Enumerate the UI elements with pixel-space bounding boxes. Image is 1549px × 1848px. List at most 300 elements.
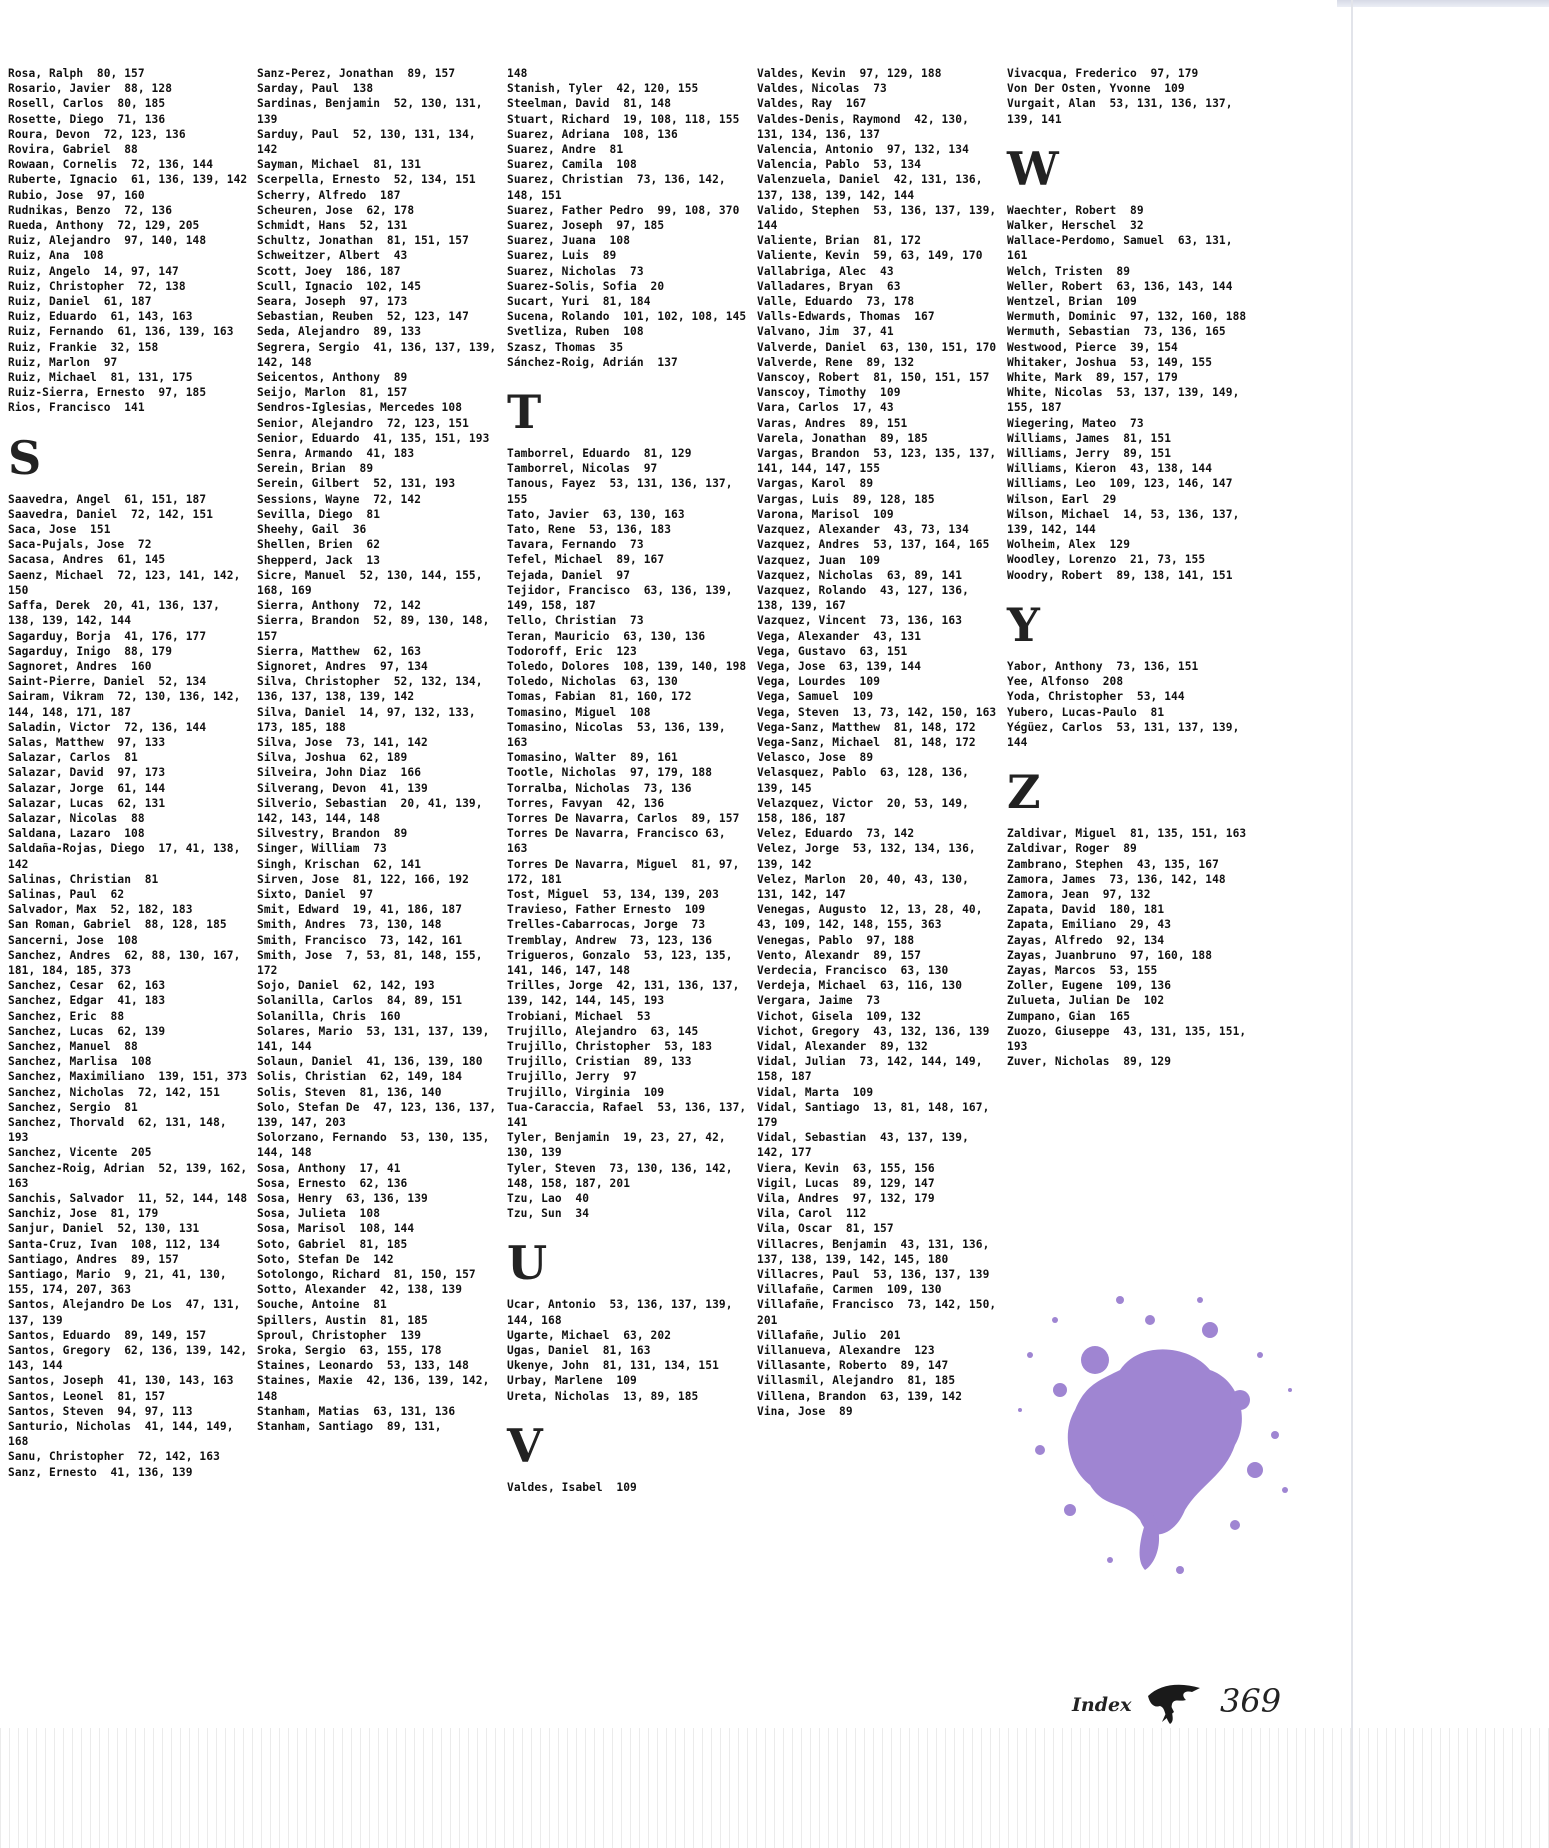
index-entry: Yoda, Christopher 53, 144 [1007,690,1185,704]
index-entry: Ruiz, Ana 108 [8,249,104,263]
index-entry: Villafañe, Julio 201 [757,1328,901,1342]
index-entry: Santa-Cruz, Ivan 108, 112, 134 [8,1237,220,1251]
index-entry: Yee, Alfonso 208 [1007,675,1124,689]
index-entry: Vila, Carol 112 [757,1207,867,1221]
index-entry: Zambrano, Stephen 43, 135, 167 [1007,857,1219,871]
index-entry: Waechter, Robert 89 [1007,203,1144,217]
index-entry: Vergara, Jaime 73 [757,994,881,1008]
index-entry: Schweitzer, Albert 43 [257,249,408,263]
index-entry: Santurio, Nicholas 41, 144, 149, 168 [8,1420,241,1449]
index-entry: Salazar, Carlos 81 [8,751,138,765]
index-entry: Suarez-Solis, Sofia 20 [507,279,665,293]
index-entry: Saldana, Lazaro 108 [8,827,145,841]
index-entry: Whitaker, Joshua 53, 149, 155 [1007,355,1213,369]
index-entry: Villafañe, Carmen 109, 130 [757,1283,942,1297]
index-entry: Smith, Francisco 73, 142, 161 [257,933,463,947]
index-entry: Vega, Samuel 109 [757,690,874,704]
index-entry: Vega-Sanz, Michael 81, 148, 172 [757,735,976,749]
index-entry: Todoroff, Eric 123 [507,644,637,658]
index-entry: Sanchez, Lucas 62, 139 [8,1024,166,1038]
index-entry: Varona, Marisol 109 [757,507,894,521]
index-entry: Smit, Edward 19, 41, 186, 187 [257,903,463,917]
index-entry: Weller, Robert 63, 136, 143, 144 [1007,279,1233,293]
index-entry: Vargas, Brandon 53, 123, 135, 137, 141, 144, 147, 155 [757,447,1004,476]
index-entry: Suarez, Joseph 97, 185 [507,219,665,233]
index-entry: Scheuren, Jose 62, 178 [257,203,415,217]
index-entry: Venegas, Pablo 97, 188 [757,933,915,947]
section-letter: T [507,385,542,440]
index-entry: Sánchez-Roig, Adrián 137 [507,355,678,369]
index-entry: Soto, Stefan De 142 [257,1252,394,1266]
index-entry: Salas, Matthew 97, 133 [8,735,166,749]
index-entry: Vichot, Gregory 43, 132, 136, 139 [757,1024,990,1038]
index-entry: Sanchez, Vicente 205 [8,1146,152,1160]
index-entry: Silva, Christopher 52, 132, 134, 136, 137, 138, 139, 142 [257,675,490,704]
index-entry: Solanilla, Carlos 84, 89, 151 [257,994,463,1008]
index-entry: White, Nicolas 53, 137, 139, 149, 155, 187 [1007,386,1247,415]
index-entry: Serein, Brian 89 [257,462,374,476]
index-entry: Serein, Gilbert 52, 131, 193 [257,477,456,491]
index-entry: Tyler, Benjamin 19, 23, 27, 42, 130, 139 [507,1131,733,1160]
index-entry: Torralba, Nicholas 73, 136 [507,781,692,795]
index-entry: Seicentos, Anthony 89 [257,371,408,385]
index-entry: Wilson, Michael 14, 53, 136, 137, 139, 142, 144 [1007,507,1247,537]
index-entry: Valverde, Daniel 63, 130, 151, 170 [757,340,997,354]
index-entry: Sanchez, Nicholas 72, 142, 151 [8,1085,220,1099]
index-entry: Santiago, Mario 9, 21, 41, 130, 155, 174, 207, 363 [8,1268,234,1297]
index-entry: Tejidor, Francisco 63, 136, 139, 149, 158, 187 [507,583,740,613]
index-entry: Sayman, Michael 81, 131 [257,158,422,172]
index-entry: Sanu, Christopher 72, 142, 163 [8,1450,220,1464]
index-entry: Stanham, Santiago 89, 131, [257,1420,442,1434]
index-entry: Velasquez, Pablo 63, 128, 136, 139, 145 [757,766,976,795]
index-entry: Tyler, Steven 73, 130, 136, 142, 148, 158, 187, 201 [507,1161,740,1190]
index-entry: Ruiz, Michael 81, 131, 175 [8,371,193,385]
index-entry: Ruberte, Ignacio 61, 136, 139, 142 [8,173,248,187]
index-entry: Saffa, Derek 20, 41, 136, 137, 138, 139, 142, 144 [8,599,227,628]
index-entry: Salazar, Nicolas 88 [8,811,145,825]
index-entry: Williams, James 81, 151 [1007,431,1172,445]
index-entry: Tamborrel, Nicolas 97 [507,462,658,476]
index-entry: Szasz, Thomas 35 [507,340,624,354]
index-entry: Trujillo, Virginia 109 [507,1085,665,1099]
index-entry: Saldaña-Rojas, Diego 17, 41, 138, 142 [8,842,248,871]
index-entry: Salinas, Paul 62 [8,887,125,901]
index-entry: Williams, Leo 109, 123, 146, 147 [1007,477,1233,491]
index-entry: Sierra, Matthew 62, 163 [257,644,422,658]
index-entry: Santos, Leonel 81, 157 [8,1389,166,1403]
index-entry: Vargas, Karol 89 [757,477,874,491]
index-entry: Suarez, Father Pedro 99, 108, 370 [507,203,740,217]
index-entry: Zaldivar, Roger 89 [1007,842,1137,856]
index-entry: Scerpella, Ernesto 52, 134, 151 [257,173,476,187]
index-entry: Westwood, Pierce 39, 154 [1007,340,1178,354]
index-entry: Silva, Jose 73, 141, 142 [257,735,428,749]
index-entry: Villanueva, Alexandre 123 [757,1344,935,1358]
index-entry: Velez, Eduardo 73, 142 [757,827,915,841]
index-entry: Yubero, Lucas-Paulo 81 [1007,705,1165,719]
index-entry: Sanchiz, Jose 81, 179 [8,1207,159,1221]
index-entry: Vidal, Marta 109 [757,1085,874,1099]
index-entry: Saavedra, Angel 61, 151, 187 [8,492,207,506]
index-entry: Toledo, Dolores 108, 139, 140, 198 [507,659,747,673]
index-entry: Valdes, Ray 167 [757,97,867,111]
index-entry: Roura, Devon 72, 123, 136 [8,127,186,141]
index-entry: Ruiz, Marlon 97 [8,355,118,369]
index-entry: Vila, Andres 97, 132, 179 [757,1192,935,1206]
index-entry: Solares, Mario 53, 131, 137, 139, 141, 144 [257,1024,497,1053]
index-entry: Valle, Eduardo 73, 178 [757,295,915,309]
index-entry: Torres De Navarra, Francisco 63, 163 [507,827,733,856]
index-entry: Tzu, Lao 40 [507,1192,590,1206]
index-entry: Solanilla, Chris 160 [257,1009,401,1023]
index-entry: Saca, Jose 151 [8,523,111,537]
index-entry: Sarduy, Paul 52, 130, 131, 134, 142 [257,127,483,157]
index-entry: Viera, Kevin 63, 155, 156 [757,1161,935,1175]
index-entry: Vara, Carlos 17, 43 [757,401,894,415]
index-entry: Ugarte, Michael 63, 202 [507,1328,672,1342]
section-letter: Z [1007,765,1041,820]
index-entry: Scott, Joey 186, 187 [257,264,401,278]
index-entry: Trilles, Jorge 42, 131, 136, 137, 139, 142, 144, 145, 193 [507,979,747,1008]
index-entry: Sanchis, Salvador 11, 52, 144, 148 [8,1192,248,1206]
index-entry: Ukenye, John 81, 131, 134, 151 [507,1359,719,1373]
index-entry: Segrera, Sergio 41, 136, 137, 139, 142, 148 [257,340,504,369]
index-entry: Sucart, Yuri 81, 184 [507,295,651,309]
index-entry: Velez, Marlon 20, 40, 43, 130, 131, 142, 147 [757,872,976,901]
index-entry: Schmidt, Hans 52, 131 [257,219,408,233]
index-entry: Sotolongo, Richard 81, 150, 157 [257,1268,476,1282]
index-entry: Ruiz, Alejandro 97, 140, 148 [8,234,207,248]
index-entry: Ruiz, Eduardo 61, 143, 163 [8,310,193,324]
index-entry: Sanchez, Eric 88 [8,1009,125,1023]
index-entry: Silverang, Devon 41, 139 [257,781,428,795]
index-entry: Welch, Tristen 89 [1007,264,1131,278]
index-entry: Ugas, Daniel 81, 163 [507,1344,651,1358]
index-entry: Zayas, Marcos 53, 155 [1007,963,1158,977]
index-entry: Sanchez, Thorvald 62, 131, 148, 193 [8,1116,234,1145]
index-entry: Villasante, Roberto 89, 147 [757,1359,949,1373]
index-entry: Ruiz, Fernando 61, 136, 139, 163 [8,325,234,339]
index-entry: Vivacqua, Frederico 97, 179 [1007,67,1199,80]
index-entry: Villacres, Paul 53, 136, 137, 139 [757,1268,990,1282]
index-entry: Velazquez, Victor 20, 53, 149, 158, 186, 187 [757,796,976,825]
index-entry: Santos, Steven 94, 97, 113 [8,1404,193,1418]
index-entry: Santiago, Andres 89, 157 [8,1252,179,1266]
index-entry: Wermuth, Sebastian 73, 136, 165 [1007,325,1226,339]
index-entry: Trelles-Cabarrocas, Jorge 73 [507,918,706,932]
index-entry: Tato, Rene 53, 136, 183 [507,523,672,537]
index-entry: Vento, Alexandr 89, 157 [757,948,922,962]
index-entry: Tejada, Daniel 97 [507,568,631,582]
index-entry: Tomasino, Miguel 108 [507,705,651,719]
index-entry: Sanchez, Andres 62, 88, 130, 167, 181, 184, 185, 373 [8,948,248,977]
index-entry: Valdes, Nicolas 73 [757,82,887,96]
index-entry: Varela, Jonathan 89, 185 [757,431,928,445]
index-entry: Vila, Oscar 81, 157 [757,1222,894,1236]
index-entry: Salvador, Max 52, 182, 183 [8,903,193,917]
index-entry: Smith, Jose 7, 53, 81, 148, 155, 172 [257,948,490,977]
page-edge-line [1351,0,1353,1848]
index-entry: Silverio, Sebastian 20, 41, 139, 142, 143, 144, 148 [257,796,490,825]
index-entry: Salazar, Jorge 61, 144 [8,781,166,795]
index-entry: Valiente, Kevin 59, 63, 149, 170 [757,249,983,263]
index-column-4 [757,66,1004,1419]
index-entry: Tello, Christian 73 [507,614,644,628]
index-entry: Wallace-Perdomo, Samuel 63, 131, 161 [1007,234,1240,263]
index-entry: Shepperd, Jack 13 [257,553,381,567]
index-entry: Valls-Edwards, Thomas 167 [757,310,935,324]
index-entry: Wermuth, Dominic 97, 132, 160, 188 [1007,310,1247,324]
index-entry: Yégüez, Carlos 53, 131, 137, 139, 144 [1007,720,1247,749]
index-entry: Valido, Stephen 53, 136, 137, 139, 144 [757,203,1004,233]
index-entry: Wolheim, Alex 129 [1007,538,1131,552]
index-entry: Tomasino, Walter 89, 161 [507,751,678,765]
index-entry: Solis, Steven 81, 136, 140 [257,1085,442,1099]
index-entry: Sendros-Iglesias, Mercedes 108 [257,401,463,415]
index-entry: Sacasa, Andres 61, 145 [8,553,166,567]
index-entry: Tamborrel, Eduardo 81, 129 [507,447,692,461]
index-entry: Tavara, Fernando 73 [507,538,644,552]
index-entry: Rios, Francisco 141 [8,401,145,415]
index-entry: Varas, Andres 89, 151 [757,416,908,430]
index-entry: Ruiz, Christopher 72, 138 [8,279,186,293]
index-entry: Sojo, Daniel 62, 142, 193 [257,979,435,993]
index-entry: Schultz, Jonathan 81, 151, 157 [257,234,469,248]
index-entry: Ruiz, Angelo 14, 97, 147 [8,264,179,278]
index-entry: Saavedra, Daniel 72, 142, 151 [8,507,214,521]
index-entry: Sirven, Jose 81, 122, 166, 192 [257,872,469,886]
index-entry: Senior, Alejandro 72, 123, 151 [257,416,469,430]
index-entry: Vazquez, Juan 109 [757,553,881,567]
index-entry: Trobiani, Michael 53 [507,1009,651,1023]
index-column-2 [257,66,504,1434]
index-entry: Sierra, Anthony 72, 142 [257,599,422,613]
index-entry: Sagarduy, Inigo 88, 179 [8,644,173,658]
index-entry: Ureta, Nicholas 13, 89, 185 [507,1389,699,1403]
section-letter: V [507,1418,543,1473]
index-entry: Soto, Gabriel 81, 185 [257,1237,408,1251]
index-entry: Ruiz, Daniel 61, 187 [8,295,152,309]
section-letter: U [507,1236,548,1291]
index-entry: Valencia, Pablo 53, 134 [757,158,922,172]
index-entry: Vidal, Alexander 89, 132 [757,1040,928,1053]
index-entry: Signoret, Andres 97, 134 [257,659,428,673]
index-entry: Wiegering, Mateo 73 [1007,416,1144,430]
index-entry: Tefel, Michael 89, 167 [507,553,665,567]
index-entry: San Roman, Gabriel 88, 128, 185 [8,918,227,932]
index-entry: Vidal, Sebastian 43, 137, 139, 142, 177 [757,1131,976,1160]
index-entry: Stuart, Richard 19, 108, 118, 155 [507,112,740,126]
index-entry: White, Mark 89, 157, 179 [1007,371,1178,385]
index-entry: Vazquez, Rolando 43, 127, 136, 138, 139, 167 [757,583,976,613]
index-entry: Vargas, Luis 89, 128, 185 [757,492,935,506]
index-entry: Trujillo, Christopher 53, 183 [507,1039,713,1053]
index-entry: Rosa, Ralph 80, 157 [8,67,145,80]
index-entry: Seijo, Marlon 81, 157 [257,386,408,400]
index-entry: Rueda, Anthony 72, 129, 205 [8,219,200,233]
index-entry: Smith, Andres 73, 130, 148 [257,918,442,932]
index-entry: Sucena, Rolando 101, 102, 108, 145 [507,310,747,324]
index-column-3 [507,66,754,1495]
index-entry: Solaun, Daniel 41, 136, 139, 180 [257,1055,483,1069]
index-entry: Trigueros, Gonzalo 53, 123, 135, 141, 146, 147, 148 [507,948,740,977]
index-entry: Rubio, Jose 97, 160 [8,188,145,202]
index-entry: Vigil, Lucas 89, 129, 147 [757,1176,935,1190]
index-entry: Zayas, Alfredo 92, 134 [1007,933,1165,947]
index-entry: Velasco, Jose 89 [757,751,874,765]
index-entry: Tomasino, Nicolas 53, 136, 139, 163 [507,720,733,749]
index-entry: Zumpano, Gian 165 [1007,1009,1131,1023]
index-entry: Staines, Leonardo 53, 133, 148 [257,1359,469,1373]
index-column-1 [8,66,255,1480]
index-entry: Senior, Eduardo 41, 135, 151, 193 [257,431,490,445]
index-entry: Zaldivar, Miguel 81, 135, 151, 163 [1007,827,1247,841]
index-entry: Vega, Gustavo 63, 151 [757,644,908,658]
index-entry: Valdes-Denis, Raymond 42, 130, 131, 134, 136, 137 [757,112,976,141]
index-entry: Tremblay, Andrew 73, 123, 136 [507,933,713,947]
index-entry: Solo, Stefan De 47, 123, 136, 137, 139, 147, 203 [257,1100,504,1130]
index-entry: Santos, Gregory 62, 136, 139, 142, 143, 144 [8,1344,255,1373]
page-edge-shadow [1337,0,1549,7]
index-entry: Suarez, Christian 73, 136, 142, 148, 151 [507,173,733,202]
index-entry: Saladin, Victor 72, 136, 144 [8,720,207,734]
index-entry: Sebastian, Reuben 52, 123, 147 [257,310,469,324]
index-entry: Scull, Ignacio 102, 145 [257,279,422,293]
index-entry: Tzu, Sun 34 [507,1207,590,1221]
index-entry: Souche, Antoine 81 [257,1298,387,1312]
index-entry: Valenzuela, Daniel 42, 131, 136, 137, 138, 139, 142, 144 [757,173,990,202]
index-entry: Trujillo, Cristian 89, 133 [507,1055,692,1069]
index-entry: Silva, Joshua 62, 189 [257,751,408,765]
index-entry: Shellen, Brien 62 [257,538,381,552]
index-entry: Vurgait, Alan 53, 131, 136, 137, 139, 141 [1007,97,1240,126]
index-entry: Walker, Herschel 32 [1007,219,1144,233]
index-entry: Zayas, Juanbruno 97, 160, 188 [1007,948,1213,962]
index-entry: Sanz, Ernesto 41, 136, 139 [8,1465,193,1479]
index-entry: Suarez, Nicholas 73 [507,264,644,278]
index-entry: Sierra, Brandon 52, 89, 130, 148, 157 [257,614,497,643]
index-entry: Valiente, Brian 81, 172 [757,234,922,248]
index-entry: Vega, Steven 13, 73, 142, 150, 163 [757,705,997,719]
index-entry: Steelman, David 81, 148 [507,97,672,111]
index-entry: Sosa, Julieta 108 [257,1207,381,1221]
index-entry: Venegas, Augusto 12, 13, 28, 40, 43, 109, 142, 148, 155, 363 [757,903,990,932]
index-entry: Saint-Pierre, Daniel 52, 134 [8,675,207,689]
section-letter: W [1007,141,1059,196]
index-entry: Woodley, Lorenzo 21, 73, 155 [1007,553,1206,567]
index-entry: Vazquez, Vincent 73, 136, 163 [757,614,963,628]
index-entry: Sanchez, Maximiliano 139, 151, 373 [8,1070,248,1084]
index-entry: Torres De Navarra, Carlos 89, 157 [507,811,740,825]
index-entry: Sanchez, Cesar 62, 163 [8,979,166,993]
index-entry: Santos, Alejandro De Los 47, 131, 137, 139 [8,1298,248,1327]
index-entry: Velez, Jorge 53, 132, 134, 136, 139, 142 [757,842,983,871]
index-entry: Tanous, Fayez 53, 131, 136, 137, 155 [507,477,740,506]
index-entry: Sproul, Christopher 139 [257,1328,422,1342]
index-entry: Saenz, Michael 72, 123, 141, 142, 150 [8,568,248,597]
index-entry: Sevilla, Diego 81 [257,507,381,521]
index-entry: Sanchez, Edgar 41, 183 [8,994,166,1008]
index-entry: Sardinas, Benjamin 52, 130, 131, 139 [257,97,490,126]
index-entry: Svetliza, Ruben 108 [507,325,644,339]
ink-brush-mark-icon [1140,1676,1210,1728]
index-entry: Sessions, Wayne 72, 142 [257,492,422,506]
index-entry: Vallabriga, Alec 43 [757,264,894,278]
index-entry: Vichot, Gisela 109, 132 [757,1009,922,1023]
index-entry: Vidal, Santiago 13, 81, 148, 167, 179 [757,1100,997,1130]
index-entry: Sanjur, Daniel 52, 130, 131 [8,1222,200,1236]
index-entry: Suarez, Adriana 108, 136 [507,127,678,141]
index-entry: Suarez, Luis 89 [507,249,617,263]
index-entry: Sroka, Sergio 63, 155, 178 [257,1344,442,1358]
index-entry: Sosa, Marisol 108, 144 [257,1222,415,1236]
index-entry: Ruiz-Sierra, Ernesto 97, 185 [8,386,207,400]
index-entry: Santos, Eduardo 89, 149, 157 [8,1328,207,1342]
index-entry: Trujillo, Alejandro 63, 145 [507,1024,699,1038]
index-entry: Vidal, Julian 73, 142, 144, 149, 158, 187 [757,1055,990,1084]
index-entry: Vanscoy, Robert 81, 150, 151, 157 [757,371,990,385]
index-entry: Silveira, John Diaz 166 [257,766,422,780]
index-entry: Sanchez, Marlisa 108 [8,1055,152,1069]
index-entry: Solorzano, Fernando 53, 130, 135, 144, 148 [257,1131,497,1160]
index-entry: Sosa, Ernesto 62, 136 [257,1176,408,1190]
index-entry: Zuozo, Giuseppe 43, 131, 135, 151, 193 [1007,1024,1254,1053]
index-entry: Wilson, Earl 29 [1007,492,1117,506]
index-entry: Sosa, Anthony 17, 41 [257,1161,401,1175]
index-entry: Sosa, Henry 63, 136, 139 [257,1192,428,1206]
index-entry: Suarez, Andre 81 [507,143,624,157]
index-entry: Santos, Joseph 41, 130, 143, 163 [8,1374,234,1388]
index-entry: Rosette, Diego 71, 136 [8,112,166,126]
index-entry: Valvano, Jim 37, 41 [757,325,894,339]
index-entry: Ruiz, Frankie 32, 158 [8,340,159,354]
index-entry: Zamora, Jean 97, 132 [1007,887,1151,901]
index-entry: Vega-Sanz, Matthew 81, 148, 172 [757,720,976,734]
index-entry: Rowaan, Cornelis 72, 136, 144 [8,158,214,172]
index-entry: Sanchez, Sergio 81 [8,1100,138,1114]
index-entry: Travieso, Father Ernesto 109 [507,903,706,917]
index-entry: Sagarduy, Borja 41, 176, 177 [8,629,207,643]
index-entry: Vazquez, Alexander 43, 73, 134 [757,523,969,537]
section-letter: S [8,430,42,485]
index-entry: Sheehy, Gail 36 [257,523,367,537]
index-entry: Verdecia, Francisco 63, 130 [757,963,949,977]
index-entry: Tootle, Nicholas 97, 179, 188 [507,766,713,780]
index-entry: Zapata, David 180, 181 [1007,903,1165,917]
index-entry: Ucar, Antonio 53, 136, 137, 139, 144, 168 [507,1298,740,1327]
index-entry: Stanish, Tyler 42, 120, 155 [507,82,699,96]
index-entry: 148 [507,67,528,80]
index-entry: Sicre, Manuel 52, 130, 144, 155, 168, 169 [257,568,490,597]
index-entry: Tost, Miguel 53, 134, 139, 203 [507,887,719,901]
index-entry: Vazquez, Andres 53, 137, 164, 165 [757,538,990,552]
index-entry: Toledo, Nicholas 63, 130 [507,675,678,689]
index-entry: Zuver, Nicholas 89, 129 [1007,1055,1172,1069]
index-entry: Wentzel, Brian 109 [1007,295,1137,309]
index-entry: Sanz-Perez, Jonathan 89, 157 [257,67,456,80]
index-entry: Sancerni, Jose 108 [8,933,138,947]
index-entry: Verdeja, Michael 63, 116, 130 [757,979,963,993]
index-entry: Vina, Jose 89 [757,1404,853,1418]
index-entry: Torres, Favyan 42, 136 [507,796,665,810]
index-entry: Scherry, Alfredo 187 [257,188,401,202]
scan-artifacts [0,1728,1549,1848]
index-entry: Sanchez-Roig, Adrian 52, 139, 162, 163 [8,1161,255,1190]
index-entry: Urbay, Marlene 109 [507,1374,637,1388]
index-entry: Silva, Daniel 14, 97, 132, 133, 173, 185, 188 [257,705,483,734]
index-entry: Torres De Navarra, Miguel 81, 97, 172, 181 [507,857,747,886]
